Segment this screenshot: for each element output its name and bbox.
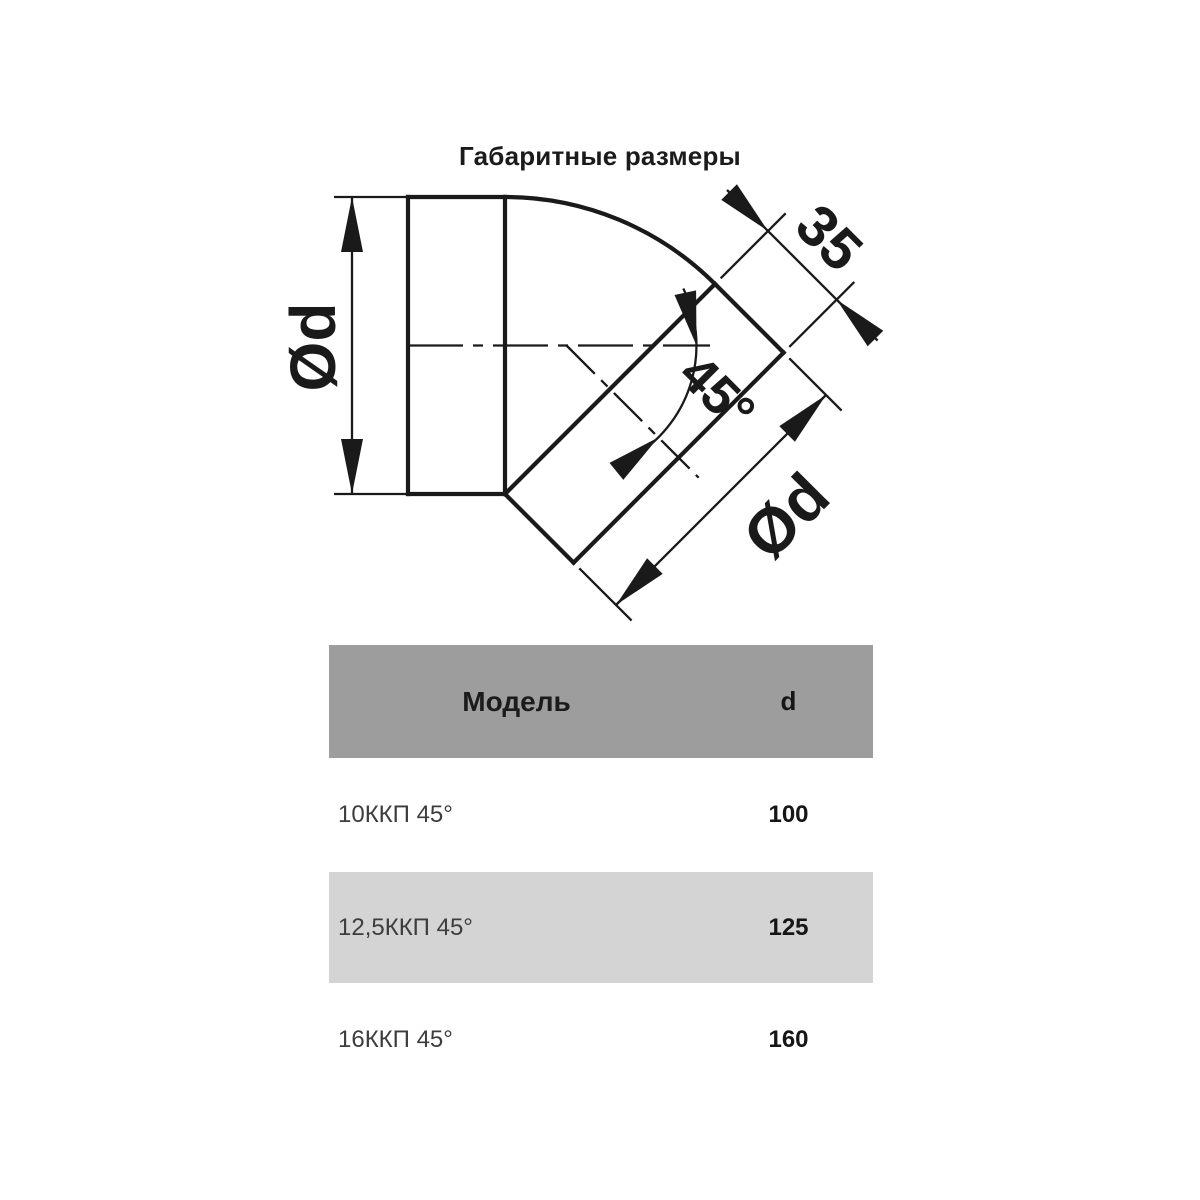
dim-extension-seam [721,213,786,278]
table-header-row [329,645,873,758]
inlet-diameter-label: Ød [277,302,349,392]
arrow-up [341,197,363,252]
d-value-cell: 160 [768,1026,809,1053]
elbow-outer-arc [505,197,715,284]
table-row [329,983,873,1097]
dim-extension-endface [789,282,854,347]
collar-length-label: 35 [783,192,875,284]
outlet-diameter-label: Ød [729,459,843,573]
page-title: Габаритные размеры [459,141,741,171]
centerlines [408,346,710,478]
d-value-cell: 125 [768,913,809,941]
bend-angle-label: 45° [667,343,767,443]
header-model-cell: Модель [462,685,571,717]
table-row [329,872,873,983]
header-d-cell: d [780,686,797,716]
arrow-down [341,439,363,494]
outlet-collar-edge [715,284,784,353]
d-value-cell: 100 [768,801,809,828]
dimensions-table [329,645,873,1097]
inlet-diameter-dimension [277,197,406,494]
arrow-at-axis [610,437,659,480]
model-cell: 10ККП 45° [338,801,453,828]
outlet-inner-edge [505,494,574,563]
model-cell: 12,5ККП 45° [338,913,473,941]
model-cell: 16ККП 45° [338,1026,453,1053]
collar-length-dimension [721,184,884,347]
table-row [329,758,873,872]
arrow-at-centerline [675,290,697,345]
